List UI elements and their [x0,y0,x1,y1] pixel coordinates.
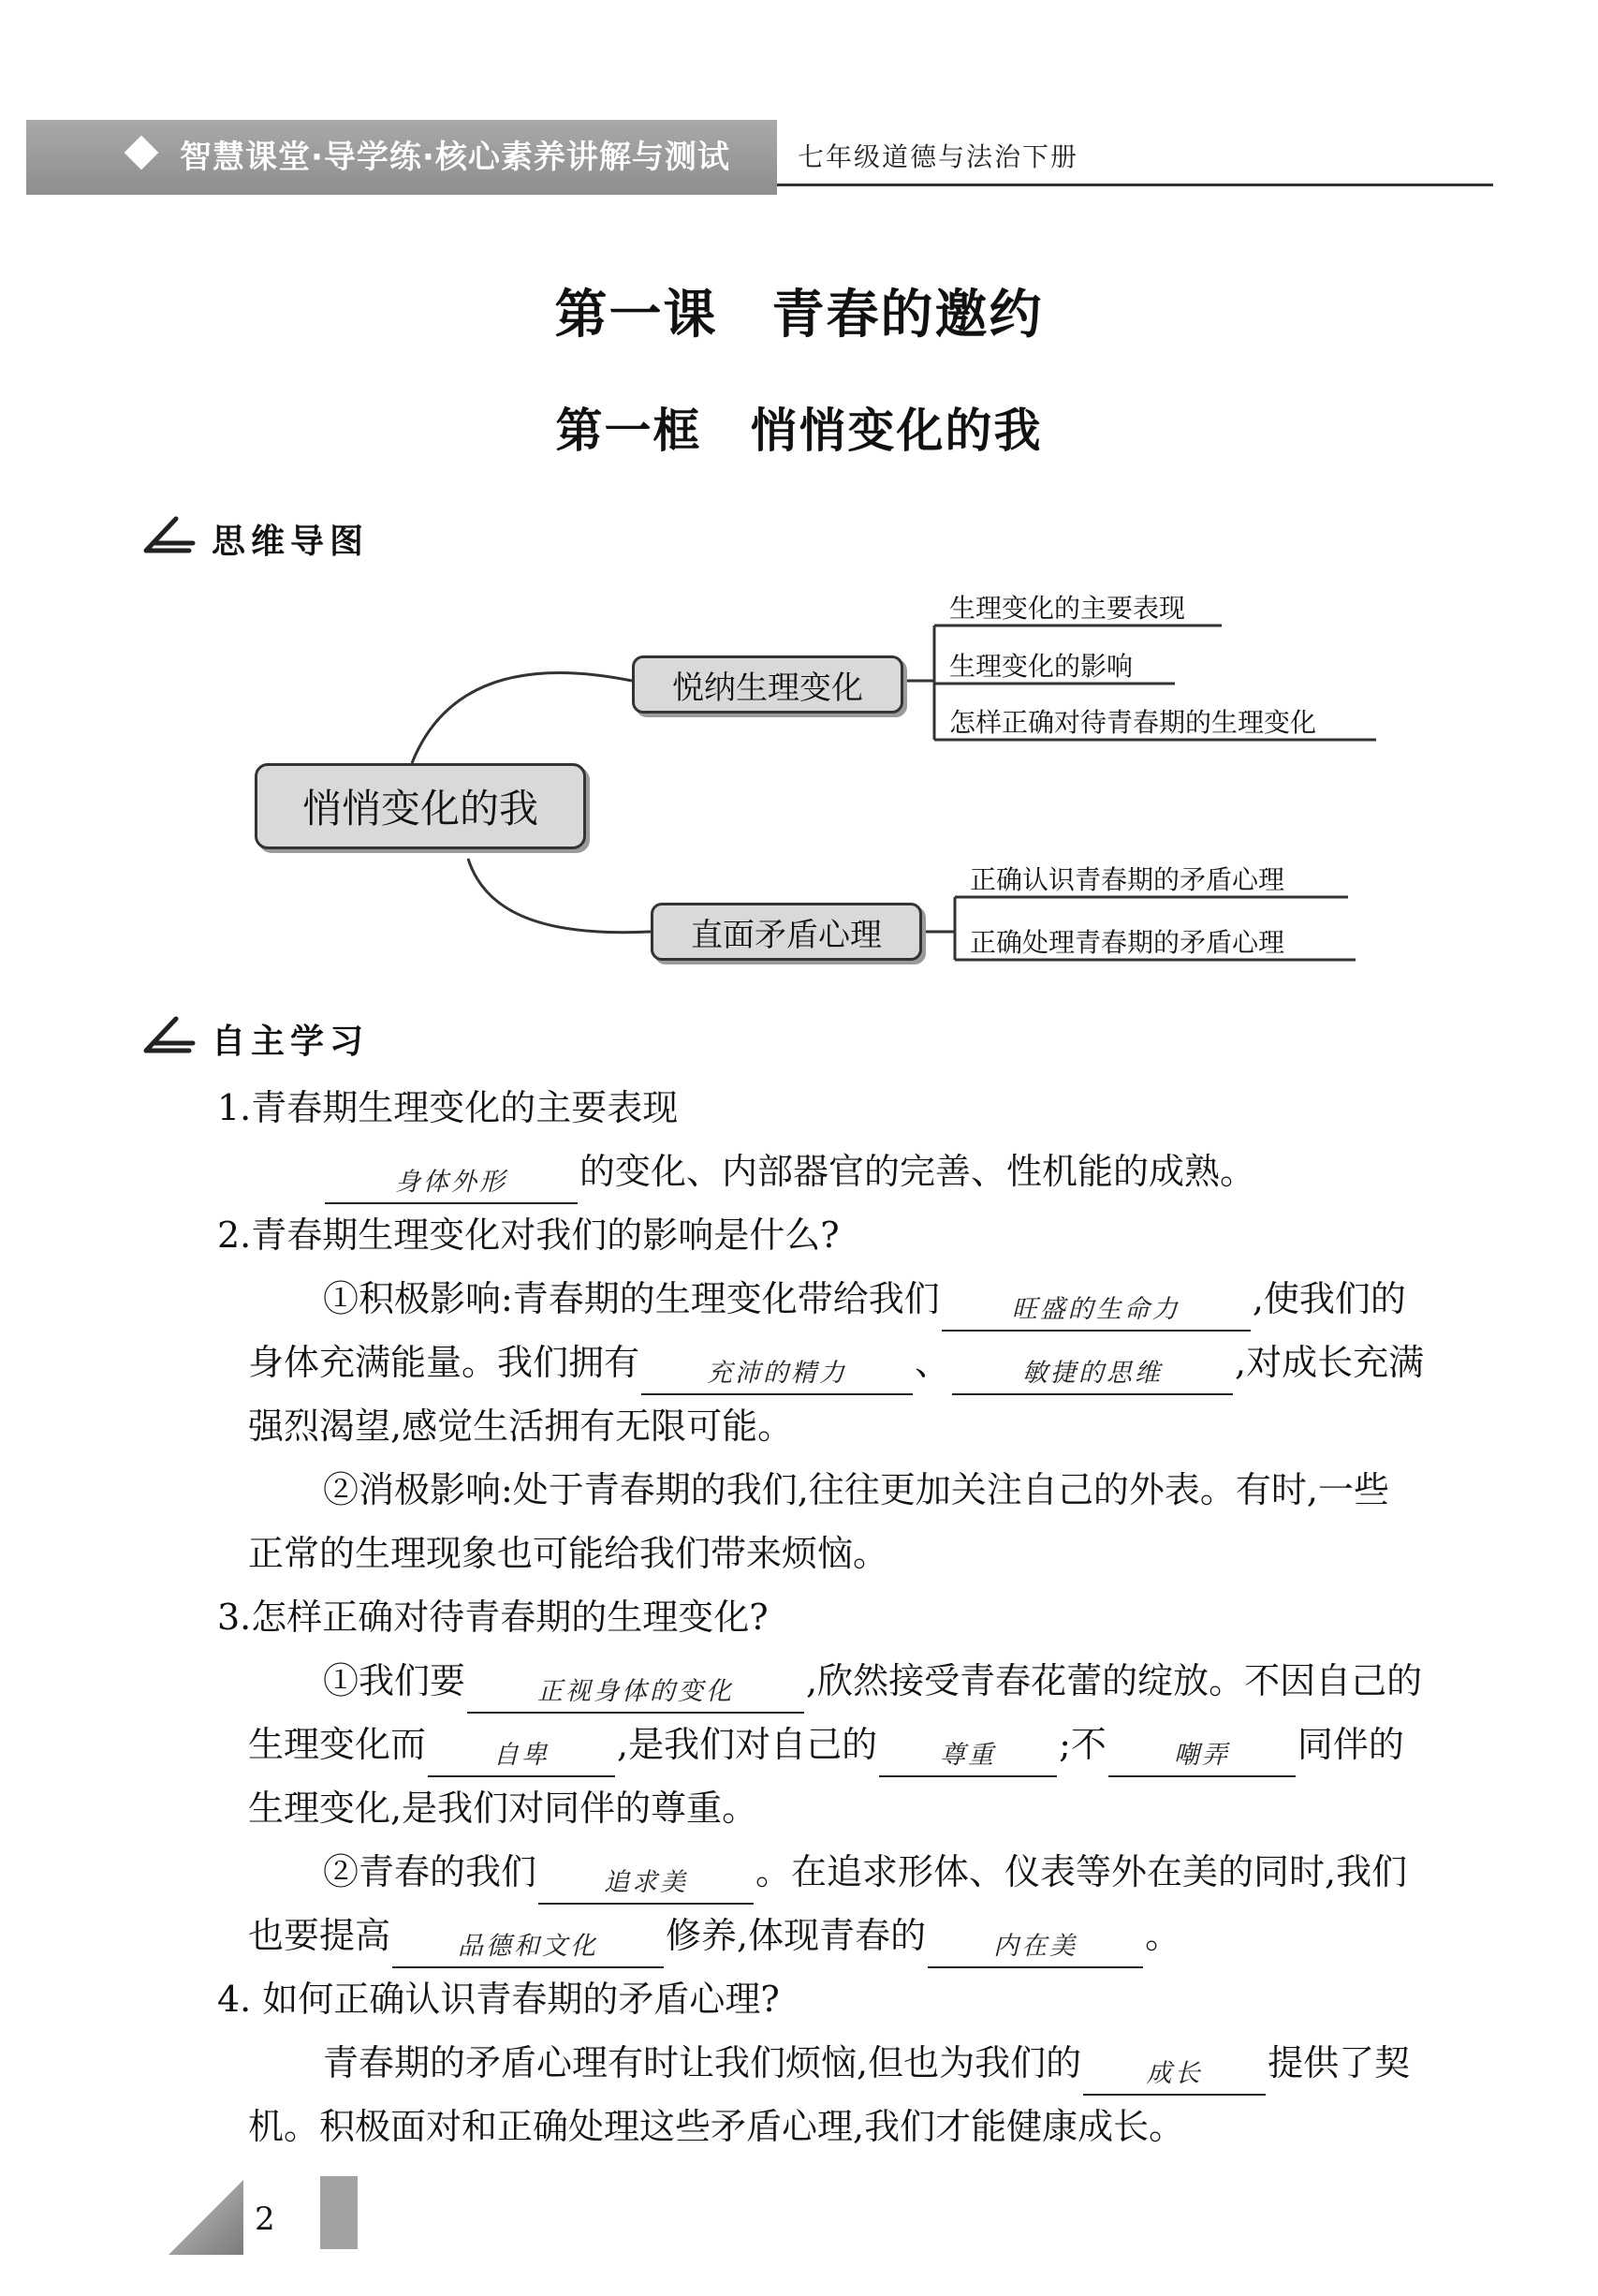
self-study-heading-text: 自主学习 [212,1023,370,1061]
pencil-icon [140,511,197,558]
text: ①积极影响:青春期的生理变化带给我们 [323,1278,940,1319]
text: ,欣然接受青春花蕾的绽放。不因自己的 [806,1660,1423,1701]
text: 青春期的矛盾心理有时让我们烦恼,但也为我们的 [323,2042,1082,2083]
question-3-line-1 [323,1648,1422,1714]
answer-blank[interactable] [952,1345,1233,1395]
mind-map-branch-psychology [651,903,922,961]
answer-text: 嘲弄 [1173,1741,1230,1770]
footer-bar [320,2176,358,2249]
leaf-effects: 生理变化的影响 [949,651,1134,682]
question-4-line-1 [323,2030,1410,2096]
text: 生理变化而 [248,1724,427,1765]
question-3-line-2 [248,1712,1404,1777]
book-title: 七年级道德与法治下册 [798,141,1079,172]
text: 。在追求形体、仪表等外在美的同时,我们 [755,1851,1408,1892]
answer-blank[interactable] [325,1154,578,1204]
answer-text: 正视身体的变化 [537,1677,735,1706]
text: ,使我们的 [1252,1278,1406,1319]
header-rule [777,184,1493,186]
text: ②青春的我们 [323,1851,537,1892]
answer-blank[interactable] [928,1918,1143,1968]
mind-map-root-label: 悄悄变化的我 [301,786,538,832]
answer-text: 成长 [1146,2059,1203,2088]
answer-text: 自卑 [493,1741,550,1770]
answer-text: 旺盛的生命力 [1011,1295,1180,1324]
answer-blank[interactable] [467,1663,804,1714]
answer-text: 尊重 [940,1741,997,1770]
text: ,对成长充满 [1235,1342,1425,1383]
mind-map-heading-text: 思维导图 [212,522,370,561]
answer-text: 内在美 [993,1932,1078,1961]
leaf-correct-attitude: 怎样正确对待青春期的生理变化 [949,707,1317,738]
question-2-line-4: ②消极影响:处于青春期的我们,往往更加关注自己的外表。有时,一些 [323,1469,1389,1510]
text: 提供了契 [1268,2042,1411,2083]
page-number: 2 [255,2200,275,2238]
question-2-line-1 [323,1266,1406,1332]
branch-physiology-label: 悦纳生理变化 [672,669,863,707]
question-2-line-5: 正常的生理现象也可能给我们带来烦恼。 [248,1533,889,1574]
question-2-title: 2.青春期生理变化对我们的影响是什么? [217,1214,840,1256]
text: 身体充满能量。我们拥有 [248,1342,640,1383]
answer-text: 充沛的精力 [707,1359,848,1388]
answer-blank[interactable] [538,1854,754,1905]
leaf-handle-contradiction: 正确处理青春期的矛盾心理 [970,927,1285,958]
question-3-line-4 [323,1839,1407,1905]
text: 也要提高 [248,1915,391,1956]
leaf-recognize-contradiction: 正确认识青春期的矛盾心理 [970,864,1285,895]
pencil-icon [140,1011,197,1058]
text: 同伴的 [1297,1724,1404,1765]
answer-blank[interactable] [641,1345,913,1395]
text: 、 [915,1342,951,1383]
answer-blank[interactable] [879,1727,1057,1777]
answer-blank[interactable] [942,1281,1251,1332]
text: ;不 [1059,1724,1107,1765]
mind-map-root [255,763,586,849]
corner-triangle-icon [169,2180,243,2255]
question-2-line-3: 强烈渴望,感觉生活拥有无限可能。 [248,1406,794,1447]
branch-psychology-label: 直面矛盾心理 [691,916,882,954]
answer-blank[interactable] [392,1918,664,1968]
question-3-title: 3.怎样正确对待青春期的生理变化? [217,1597,769,1638]
answer-text: 追求美 [604,1868,689,1897]
mind-map-branch-physiology [632,655,903,714]
question-1-title: 1.青春期生理变化的主要表现 [217,1087,679,1128]
answer-text: 敏捷的思维 [1022,1359,1164,1388]
leaf-main-manifestations: 生理变化的主要表现 [949,593,1186,624]
question-4-title: 4. 如何正确认识青春期的矛盾心理? [217,1979,780,2020]
answer-text: 身体外形 [395,1168,507,1197]
answer-blank[interactable] [428,1727,615,1777]
question-4-line-2: 机。积极面对和正确处理这些矛盾心理,我们才能健康成长。 [248,2106,1185,2147]
answer-text: 品德和文化 [458,1932,599,1961]
lesson-title: 第一课 青春的邀约 [554,284,1044,346]
section-title: 第一框 悄悄变化的我 [555,403,1043,458]
question-3-line-3: 生理变化,是我们对同伴的尊重。 [248,1788,758,1829]
answer-blank[interactable] [1083,2045,1266,2096]
text: 的变化、内部器官的完善、性机能的成熟。 [579,1151,1256,1192]
question-2-line-2 [248,1330,1424,1395]
series-title: 智慧课堂·导学练·核心素养讲解与测试 [180,139,730,176]
text: ①我们要 [323,1660,466,1701]
question-3-line-5 [248,1903,1180,1968]
answer-blank[interactable] [1108,1727,1296,1777]
text: 修养,体现青春的 [666,1915,927,1956]
question-1-line [323,1139,1255,1204]
text: 。 [1145,1915,1181,1956]
text: ,是我们对自己的 [617,1724,878,1765]
